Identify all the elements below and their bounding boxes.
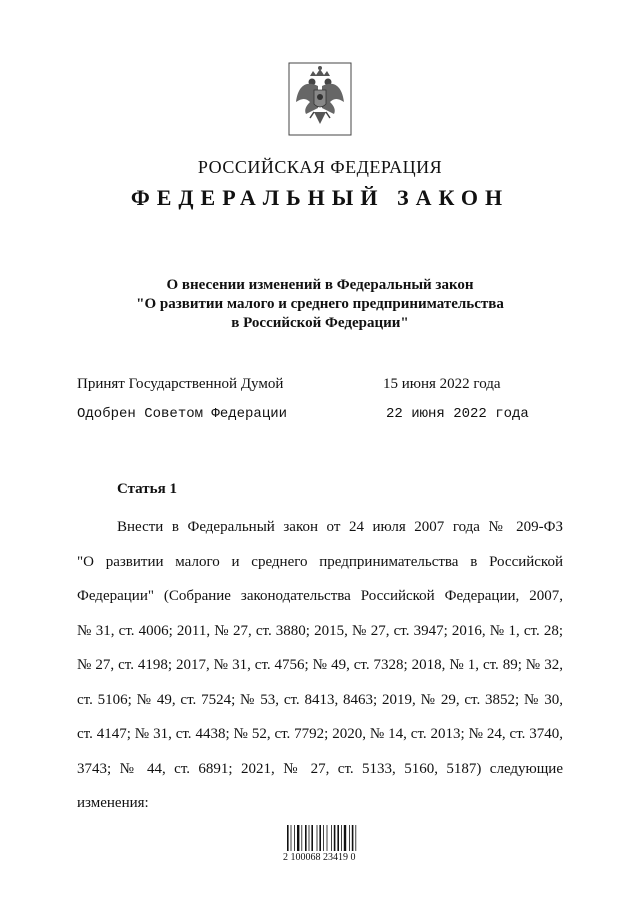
council-label: Одобрен Советом Федерации — [77, 406, 288, 422]
law-title-line: О внесении изменений в Федеральный закон — [166, 277, 474, 293]
article-line: № 31, ст. 4006; 2011, № 27, ст. 3880; 2015, № 27, ст. 3947; 2016, № 1, ст. 28; — [77, 622, 563, 639]
barcode-number: 2 100068 23419 0 — [283, 852, 356, 863]
article-line: Внести в Федеральный закон от 24 июля 2007 года № 209-ФЗ — [117, 519, 563, 535]
law-type-heading: ФЕДЕРАЛЬНЫЙ ЗАКОН — [130, 185, 510, 210]
article-line: № 27, ст. 4198; 2017, № 31, ст. 4756; № 49, ст. 7328; 2018, № 1, ст. 89; № 32, — [77, 657, 563, 673]
article-line: 3743; № 44, ст. 6891; 2021, № 27, ст. 5133, 5160, 5187) следующие — [77, 760, 563, 777]
article-line: Федерации" (Собрание законодательства Российской Федерации, 2007, — [77, 588, 563, 604]
law-title-line: "О развитии малого и среднего предпринимательства — [136, 296, 504, 312]
country-name: РОССИЙСКАЯ ФЕДЕРАЦИЯ — [197, 157, 443, 177]
council-date: 22 июня 2022 года — [386, 406, 529, 422]
duma-date: 15 июня 2022 года — [383, 376, 501, 392]
duma-label: Принят Государственной Думой — [77, 376, 284, 392]
article-body — [77, 510, 563, 821]
law-title — [80, 276, 560, 333]
article-line: ст. 4147; № 31, ст. 4438; № 52, ст. 7792; 2020, № 14, ст. 2013; № 24, ст. 3740, — [77, 726, 563, 742]
article-line: изменения: — [77, 795, 149, 811]
article-heading: Статья 1 — [117, 481, 177, 497]
article-line: ст. 5106; № 49, ст. 7524; № 53, ст. 8413, 8463; 2019, № 29, ст. 3852; № 30, — [77, 691, 563, 708]
law-title-line: в Российской Федерации" — [231, 315, 409, 331]
coat-of-arms-icon — [288, 62, 352, 136]
article-line: "О развитии малого и среднего предпринимательства в Российской — [77, 553, 563, 570]
barcode-icon — [286, 825, 358, 851]
